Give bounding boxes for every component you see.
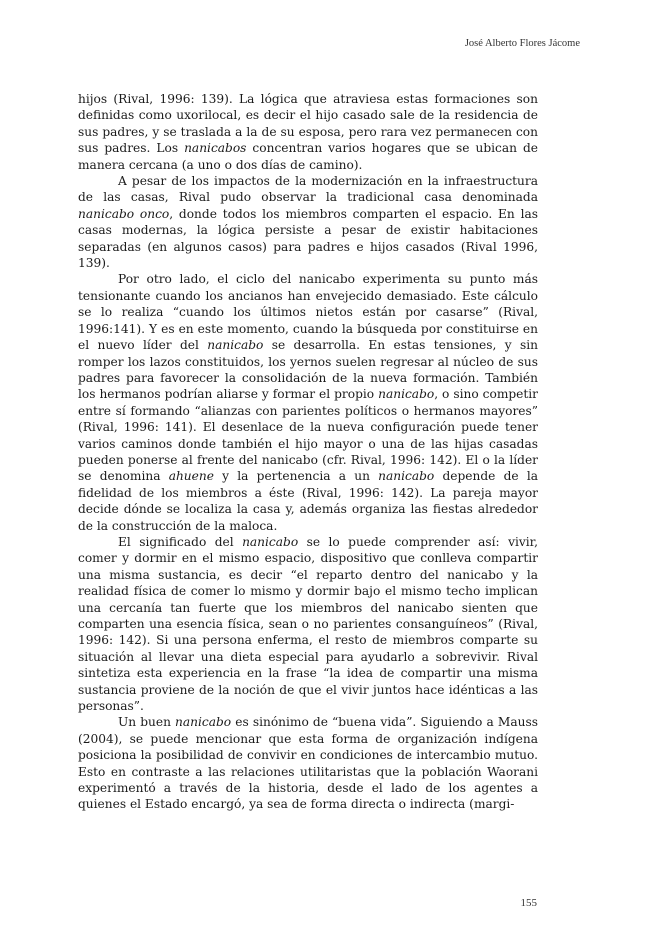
italic-term: nanicabo onco (78, 206, 170, 221)
italic-term: nanicabo (378, 469, 435, 484)
text-run: Por otro lado, el ciclo del nanicabo experimenta su punto más tensionante cuando los ancianos han envejecido demasiado. Este cálculo se lo realiza “cuando los últimos nietos están por casarse” (Rival, 1996:141). Y es en este momento, cuando la búsqueda por constituirse en el nuevo líder del (78, 272, 538, 353)
italic-term: nanicabo (242, 534, 299, 549)
text-run: , o sino competir entre sí formando “alianzas con parientes políticos o hermanos mayores” (Rival, 1996: 141). El desenlace de la nueva configuración puede tener varios caminos donde también el hijo mayor o una de las hijas casadas pueden ponerse al frente del nanicabo (cfr. Rival, 1996: 142). El o la líder se denomina (78, 387, 539, 484)
italic-term: nanicabo (175, 715, 232, 730)
text-run: A pesar de los impactos de la modernización en la infraestructura de las casas, Rival pudo observar la tradicional casa denominada (78, 174, 538, 205)
text-run: y la pertenencia a un (213, 469, 379, 484)
running-head: José Alberto Flores Jácome (464, 38, 580, 49)
italic-term: nanicabo (378, 387, 435, 402)
text-run: , donde todos los miembros comparten el espacio. En las casas modernas, la lógica persiste a pesar de existir habitaciones separadas (en algunos casos) para padres e hijos casados (Rival 1996, 139). (78, 206, 538, 271)
italic-term: nanicabos (184, 141, 247, 156)
paragraph-1 (78, 91, 538, 173)
paragraph-5 (78, 714, 538, 812)
text-run: El significado del (118, 534, 243, 549)
text-run: Un buen (118, 715, 176, 730)
italic-term: nanicabo (207, 338, 264, 353)
text-run: depende de la fidelidad de los miembros a éste (Rival, 1996: 142). La pareja mayor decide dónde se localiza la casa y, además organiza las fiestas alrededor de la construcción de la maloca. (78, 469, 538, 533)
text-run: es sinónimo de “buena vida”. Siguiendo a Mauss (2004), se puede mencionar que esta forma de organización indígena posiciona la posibilidad de convivir en condiciones de intercambio mutuo. Esto en contraste a las relaciones utilitaristas que la población Waorani experimentó a través de la historia, desde el lado de los agentes a quienes el Estado encargó, ya sea de forma directa o indirecta (margi- (78, 715, 538, 812)
body-text (78, 91, 538, 813)
paragraph-4 (78, 534, 538, 714)
italic-term: ahuene (168, 469, 214, 484)
paragraph-2 (78, 173, 538, 271)
page-number: 155 (520, 897, 537, 909)
paragraph-3 (78, 271, 538, 534)
text-run: se desarrolla. En estas tensiones, y sin romper los lazos constituidos, los yernos suelen regresar al núcleo de sus padres para favorecer la consolidación de la nueva formación. También los hermanos podrían aliarse y formar el propio (78, 338, 539, 402)
text-run: se lo puede comprender así: vivir, comer y dormir en el mismo espacio, dispositivo que conlleva compartir una misma sustancia, es decir “el reparto dentro del nanicabo y la realidad física de comer lo mismo y dormir bajo el mismo techo implican una cercanía tan fuerte que los miembros del nanicabo sienten que comparten una esencia física, sean o no parientes consanguíneos” (Rival, 1996: 142). Si una persona enferma, el resto de miembros comparte su situación al llevar una dieta especial para ayudarlo a sobrevivir. Rival sintetiza esta experiencia en la frase “la idea de compartir una misma sustancia proviene de la noción de que el vivir juntos hace idénticas a las personas”. (78, 534, 539, 714)
text-run: hijos (Rival, 1996: 139). La lógica que atraviesa estas formaciones son definidas como uxorilocal, es decir el hijo casado sale de la residencia de sus padres, y se traslada a la de su esposa, pero rara vez permanecen con sus padres. Los (78, 92, 538, 156)
text-run: concentran varios hogares que se ubican de manera cercana (a uno o dos días de camino). (78, 141, 538, 172)
